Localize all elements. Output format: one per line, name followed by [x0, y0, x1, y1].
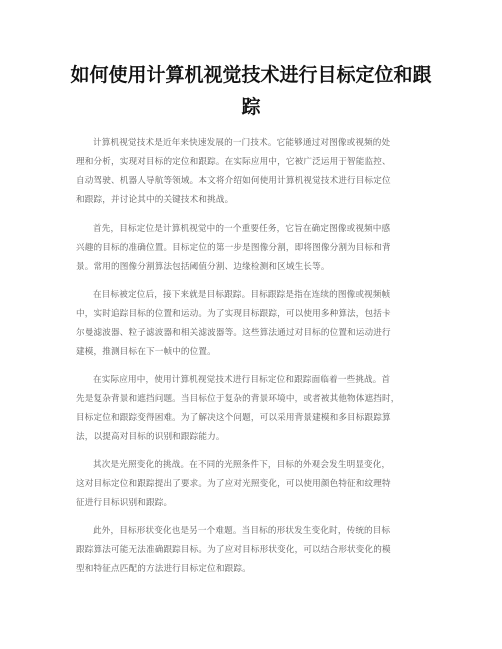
paragraph-line: 目标定位和跟踪变得困难。为了解决这个问题，可以采用背景建模和多目标跟踪算 [76, 413, 391, 423]
paragraph-line: 这对目标定位和跟踪提出了要求。为了应对光照变化，可以使用颜色特征和纹理特 [76, 479, 391, 489]
paragraph-localization [76, 220, 438, 277]
paragraph-line: 先是复杂背景和遮挡问题。当目标位于复杂的背景环境中，或者被其他物体遮挡时， [76, 394, 400, 404]
paragraph-line: 景。常用的图像分割算法包括阈值分割、边缘检测和区域生长等。 [76, 262, 330, 272]
paragraph-line: 跟踪算法可能无法准确跟踪目标。为了应对目标形状变化，可以结合形状变化的模 [76, 545, 391, 555]
paragraph-lighting [76, 456, 438, 513]
paragraph-line: 自动驾驶、机器人导航等领域。本文将介绍如何使用计算机视觉技术进行目标定位 [76, 176, 391, 186]
paragraph-line: 中，实时追踪目标的位置和运动。为了实现目标跟踪，可以使用多种算法，包括卡 [76, 309, 391, 319]
paragraph-intro [76, 134, 438, 210]
paragraph-line: 和跟踪，并讨论其中的关键技术和挑战。 [76, 195, 234, 205]
paragraph-line: 建模，推测目标在下一帧中的位置。 [76, 347, 216, 357]
paragraph-tracking [76, 286, 438, 362]
paragraph-line: 尔曼滤波器、粒子滤波器和相关滤波器等。这些算法通过对目标的位置和运动进行 [76, 328, 391, 338]
paragraph-line: 法，以提高对目标的识别和跟踪能力。 [76, 432, 225, 442]
paragraph-line: 理和分析，实现对目标的定位和跟踪。在实际应用中，它被广泛运用于智能监控、 [76, 157, 391, 167]
paragraph-line: 型和特征点匹配的方法进行目标定位和跟踪。 [76, 564, 251, 574]
paragraph-line: 征进行目标识别和跟踪。 [76, 498, 173, 508]
paragraph-line: 首先，目标定位是计算机视觉中的一个重要任务，它旨在确定图像或视频中感 [93, 224, 391, 234]
paragraph-line: 在实际应用中，使用计算机视觉技术进行目标定位和跟踪面临着一些挑战。首 [93, 375, 391, 385]
paragraph-line: 在目标被定位后，接下来就是目标跟踪。目标跟踪是指在连续的图像或视频帧 [93, 290, 391, 300]
paragraph-line: 此外，目标形状变化也是另一个难题。当目标的形状发生变化时，传统的目标 [93, 526, 391, 536]
paragraph-line: 兴趣的目标的准确位置。目标定位的第一步是图像分割，即将图像分割为目标和背 [76, 243, 391, 253]
paragraph-challenges [76, 371, 438, 447]
paragraph-line: 计算机视觉技术是近年来快速发展的一门技术。它能够通过对图像或视频的处 [93, 138, 391, 148]
paragraph-shape [76, 522, 438, 579]
document-title-line-1: 如何使用计算机视觉技术进行目标定位和跟 [70, 64, 432, 86]
paragraph-line: 其次是光照变化的挑战。在不同的光照条件下，目标的外观会发生明显变化， [93, 460, 391, 470]
document-title-line-2: 踪 [241, 96, 261, 118]
